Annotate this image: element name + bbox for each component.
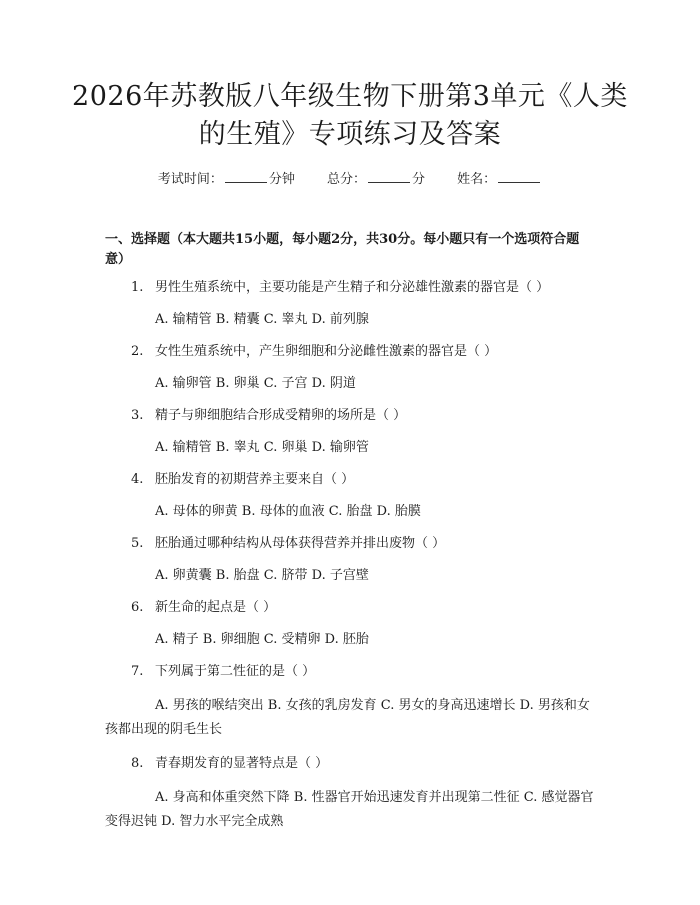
exam-time-blank [225, 168, 267, 183]
question-stem: 青春期发育的显著特点是（ ） [155, 756, 329, 771]
question-number: 8. [131, 756, 144, 771]
question-stem: 胚胎通过哪种结构从母体获得营养并排出废物（ ） [155, 536, 446, 551]
exam-time-unit: 分钟 [268, 172, 295, 187]
document-title: 2026年苏教版八年级生物下册第3单元《人类的生殖》专项练习及答案 [72, 81, 628, 150]
student-name-blank [498, 168, 540, 183]
student-name-label: 姓名： [457, 172, 497, 187]
question-stem: 新生命的起点是（ ） [155, 600, 277, 615]
question-options: A. 输卵管 B. 卵巢 C. 子宫 D. 阴道 [155, 376, 356, 391]
question-stem: 男性生殖系统中，主要功能是产生精子和分泌雄性激素的器官是（ ） [155, 280, 550, 295]
question-number: 3. [131, 408, 144, 423]
question-options: A. 男孩的喉结突出 B. 女孩的乳房发育 C. 男女的身高迅速增长 D. 男孩和女孩都出现的阴毛生长 [105, 698, 590, 737]
question-number: 4. [131, 472, 144, 487]
question-stem: 女性生殖系统中，产生卵细胞和分泌雌性激素的器官是（ ） [155, 344, 498, 359]
total-score-field [327, 172, 429, 187]
question-list [105, 278, 597, 846]
student-name-field [457, 172, 542, 187]
question-item [105, 470, 597, 522]
question-options: A. 精子 B. 卵细胞 C. 受精卵 D. 胚胎 [155, 632, 369, 647]
question-item [105, 278, 597, 330]
section-heading: 一、选择题（本大题共15小题，每小题2分，共30分。每小题只有一个选项符合题意） [105, 232, 580, 267]
question-item [105, 598, 597, 650]
question-item [105, 662, 597, 742]
question-number: 7. [131, 664, 144, 679]
question-number: 1. [131, 280, 144, 295]
exam-info-line [0, 168, 700, 190]
question-options: A. 母体的卵黄 B. 母体的血液 C. 胎盘 D. 胎膜 [155, 504, 421, 519]
question-options: A. 输精管 B. 精囊 C. 睾丸 D. 前列腺 [155, 312, 369, 327]
exam-time-field [158, 172, 299, 187]
question-number: 5. [131, 536, 144, 551]
exam-time-label: 考试时间： [157, 172, 223, 187]
question-stem: 精子与卵细胞结合形成受精卵的场所是（ ） [155, 408, 407, 423]
total-score-label: 总分： [326, 172, 366, 187]
question-stem: 下列属于第二性征的是（ ） [155, 664, 316, 679]
question-number: 6. [131, 600, 144, 615]
question-item [105, 534, 597, 586]
question-stem: 胚胎发育的初期营养主要来自（ ） [155, 472, 355, 487]
question-number: 2. [131, 344, 144, 359]
question-options: A. 身高和体重突然下降 B. 性器官开始迅速发育并出现第二性征 C. 感觉器官变得迟钝 D. 智力水平完全成熟 [105, 790, 594, 829]
question-options: A. 卵黄囊 B. 胎盘 C. 脐带 D. 子宫壁 [155, 568, 369, 583]
question-options: A. 输精管 B. 睾丸 C. 卵巢 D. 输卵管 [155, 440, 369, 455]
question-item [105, 342, 597, 394]
question-item [105, 406, 597, 458]
total-score-unit: 分 [412, 172, 426, 187]
question-item [105, 754, 597, 834]
total-score-blank [368, 168, 410, 183]
